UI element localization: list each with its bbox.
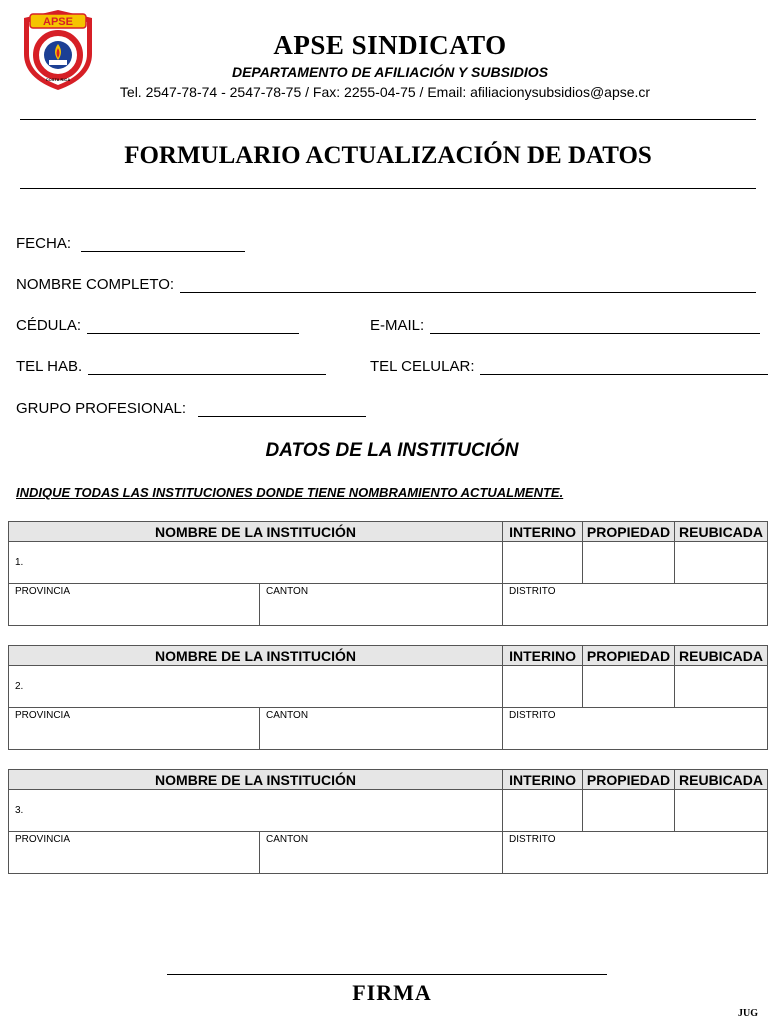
institution-table-2 bbox=[8, 645, 768, 750]
canton-label: CANTON bbox=[266, 710, 309, 721]
header-reubicada: REUBICADA bbox=[675, 522, 768, 542]
nombre-label: NOMBRE COMPLETO: bbox=[16, 276, 175, 293]
tel-hab-input-line[interactable] bbox=[88, 359, 326, 375]
propiedad-cell[interactable] bbox=[583, 790, 675, 832]
logo-text: APSE bbox=[43, 16, 73, 28]
institution-table-3 bbox=[8, 769, 768, 874]
tel-celular-input-line[interactable] bbox=[480, 359, 768, 375]
header-institution-name: NOMBRE DE LA INSTITUCIÓN bbox=[9, 770, 503, 790]
canton-cell[interactable] bbox=[260, 832, 503, 874]
institution-name-cell[interactable] bbox=[9, 542, 503, 584]
cedula-label: CÉDULA: bbox=[16, 317, 82, 334]
signature-line[interactable] bbox=[167, 974, 607, 975]
reubicada-cell[interactable] bbox=[675, 542, 768, 584]
email-input-line[interactable] bbox=[430, 318, 760, 334]
instruction-text: INDIQUE TODAS LAS INSTITUCIONES DONDE TIENE NOMBRAMIENTO ACTUALMENTE. bbox=[16, 485, 564, 500]
institution-table-1 bbox=[8, 521, 768, 626]
distrito-label: DISTRITO bbox=[509, 834, 556, 845]
institution-number: 2. bbox=[15, 681, 24, 692]
title-divider bbox=[20, 188, 756, 189]
apse-logo bbox=[20, 8, 96, 92]
logo-country: COSTA RICA bbox=[45, 77, 71, 82]
institution-name-cell[interactable] bbox=[9, 666, 503, 708]
provincia-label: PROVINCIA bbox=[15, 710, 71, 721]
distrito-cell[interactable] bbox=[503, 708, 768, 750]
header-institution-name: NOMBRE DE LA INSTITUCIÓN bbox=[9, 522, 503, 542]
signature-label: FIRMA bbox=[352, 980, 432, 1005]
cedula-field[interactable] bbox=[16, 314, 299, 334]
contact-info: Tel. 2547-78-74 - 2547-78-75 / Fax: 2255-04-75 / Email: afiliacionysubsidios@apse.cr bbox=[119, 84, 651, 100]
email-field[interactable] bbox=[370, 314, 760, 334]
tel-celular-field[interactable] bbox=[370, 355, 768, 375]
distrito-cell[interactable] bbox=[503, 832, 768, 874]
header-divider bbox=[20, 119, 756, 120]
grupo-profesional-label: GRUPO PROFESIONAL: bbox=[16, 400, 187, 417]
distrito-cell[interactable] bbox=[503, 584, 768, 626]
header-reubicada: REUBICADA bbox=[675, 646, 768, 666]
header-propiedad: PROPIEDAD bbox=[583, 770, 675, 790]
header-propiedad: PROPIEDAD bbox=[583, 522, 675, 542]
interino-cell[interactable] bbox=[503, 790, 583, 832]
interino-cell[interactable] bbox=[503, 542, 583, 584]
email-label: E-MAIL: bbox=[370, 317, 425, 334]
header-reubicada: REUBICADA bbox=[675, 770, 768, 790]
header-interino: INTERINO bbox=[503, 770, 583, 790]
propiedad-cell[interactable] bbox=[583, 666, 675, 708]
header-interino: INTERINO bbox=[503, 646, 583, 666]
provincia-label: PROVINCIA bbox=[15, 586, 71, 597]
tel-hab-field[interactable] bbox=[16, 355, 326, 375]
header-institution-name: NOMBRE DE LA INSTITUCIÓN bbox=[9, 646, 503, 666]
distrito-label: DISTRITO bbox=[509, 710, 556, 721]
institution-number: 3. bbox=[15, 805, 24, 816]
header-propiedad: PROPIEDAD bbox=[583, 646, 675, 666]
canton-cell[interactable] bbox=[260, 708, 503, 750]
provincia-cell[interactable] bbox=[9, 708, 260, 750]
grupo-profesional-input-line[interactable] bbox=[198, 401, 366, 417]
provincia-label: PROVINCIA bbox=[15, 834, 71, 845]
tel-celular-label: TEL CELULAR: bbox=[370, 358, 475, 375]
institution-number: 1. bbox=[15, 557, 24, 568]
interino-cell[interactable] bbox=[503, 666, 583, 708]
fecha-field[interactable] bbox=[16, 232, 245, 252]
distrito-label: DISTRITO bbox=[509, 586, 556, 597]
provincia-cell[interactable] bbox=[9, 832, 260, 874]
provincia-cell[interactable] bbox=[9, 584, 260, 626]
section-title: DATOS DE LA INSTITUCIÓN bbox=[265, 440, 519, 461]
nombre-input-line[interactable] bbox=[180, 277, 756, 293]
fecha-input-line[interactable] bbox=[81, 236, 245, 252]
reubicada-cell[interactable] bbox=[675, 666, 768, 708]
header-interino: INTERINO bbox=[503, 522, 583, 542]
propiedad-cell[interactable] bbox=[583, 542, 675, 584]
form-title: FORMULARIO ACTUALIZACIÓN DE DATOS bbox=[124, 142, 652, 169]
canton-label: CANTON bbox=[266, 586, 309, 597]
cedula-input-line[interactable] bbox=[87, 318, 299, 334]
canton-label: CANTON bbox=[266, 834, 309, 845]
canton-cell[interactable] bbox=[260, 584, 503, 626]
fecha-label: FECHA: bbox=[16, 235, 72, 252]
institution-name-cell[interactable] bbox=[9, 790, 503, 832]
tel-hab-label: TEL HAB. bbox=[16, 358, 83, 375]
nombre-field[interactable] bbox=[16, 273, 756, 293]
document-initials: JUG bbox=[738, 1008, 758, 1019]
department-name: DEPARTAMENTO DE AFILIACIÓN Y SUBSIDIOS bbox=[231, 64, 549, 80]
organization-title: APSE SINDICATO bbox=[273, 30, 507, 60]
grupo-profesional-field[interactable] bbox=[16, 397, 366, 417]
reubicada-cell[interactable] bbox=[675, 790, 768, 832]
